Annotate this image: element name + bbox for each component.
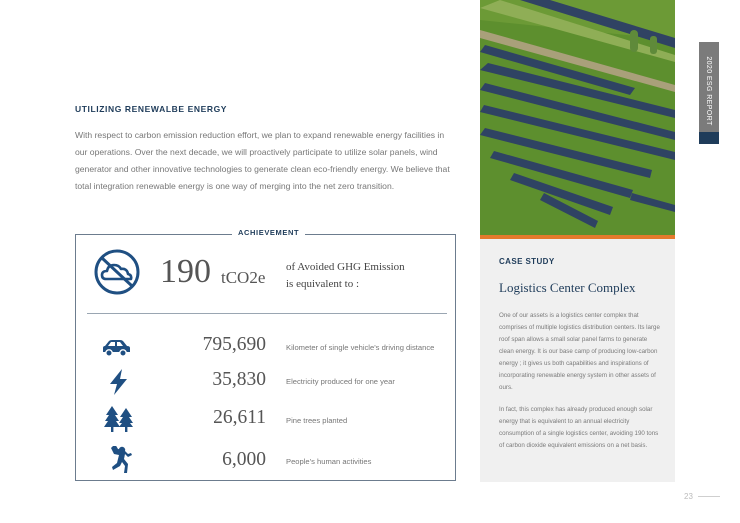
case-study-label: CASE STUDY xyxy=(499,257,555,266)
row-value-trees: 26,611 xyxy=(213,407,266,428)
achievement-label: ACHIEVEMENT xyxy=(232,228,305,237)
main-description-line1: of Avoided GHG Emission xyxy=(286,261,405,273)
main-description xyxy=(286,259,436,293)
case-study-paragraph-1: One of our assets is a logistics center complex that comprises of multiple logistics distribution centers. Its large roof span allows a small solar panel farms to generate clean energy. It is our base camp of producing low-carbon energy ; it gives us both capabilities and inspirations of incorporating renewable energy system in other assets of ours. xyxy=(499,312,660,391)
case-study-title: Logistics Center Complex xyxy=(499,280,636,295)
intro-paragraph: With respect to carbon emission reduction effort, we plan to expand renewable energy facilities in our operations. Over the next decade, we will proactively participate to utilize solar panels, wind generator and other innovative technologies to generate clean eco-friendly energy. We believe that total integration renewable energy is one way of merging into the net zero transition. xyxy=(75,130,450,191)
report-side-tab xyxy=(699,42,719,132)
divider xyxy=(87,313,447,314)
main-unit: tCO2e xyxy=(221,268,266,287)
page-number-line xyxy=(698,496,720,497)
section-heading: UTILIZING RENEWALBE ENERGY xyxy=(75,104,228,114)
report-side-tab-label: 2020 ESG REPORT xyxy=(705,56,712,126)
main-value: 190 xyxy=(160,253,211,290)
case-study-body xyxy=(499,310,661,462)
page-number: 23 xyxy=(684,492,693,501)
row-desc-driving: Kilometer of single vehicle's driving distance xyxy=(286,343,435,352)
side-tab-accent xyxy=(699,132,719,144)
row-value-electricity: 35,830 xyxy=(212,369,266,390)
row-desc-electricity: Electricity produced for one year xyxy=(286,377,395,386)
main-description-line2: is equivalent to : xyxy=(286,278,360,290)
row-value-driving: 795,690 xyxy=(202,334,266,355)
no-emission-cloud-icon xyxy=(93,248,141,296)
case-study-paragraph-2: In fact, this complex has already produced enough solar energy that is equivalent to an annual electricity consumption of a single logistics center, avoiding 190 tons of carbon dioxide equivalent emissions on a net basis. xyxy=(499,406,659,449)
row-desc-trees: Pine trees planted xyxy=(286,416,348,425)
row-value-activities: 6,000 xyxy=(222,449,266,470)
solar-farm-photo xyxy=(480,0,675,235)
row-desc-activities: People's human activities xyxy=(286,457,372,466)
